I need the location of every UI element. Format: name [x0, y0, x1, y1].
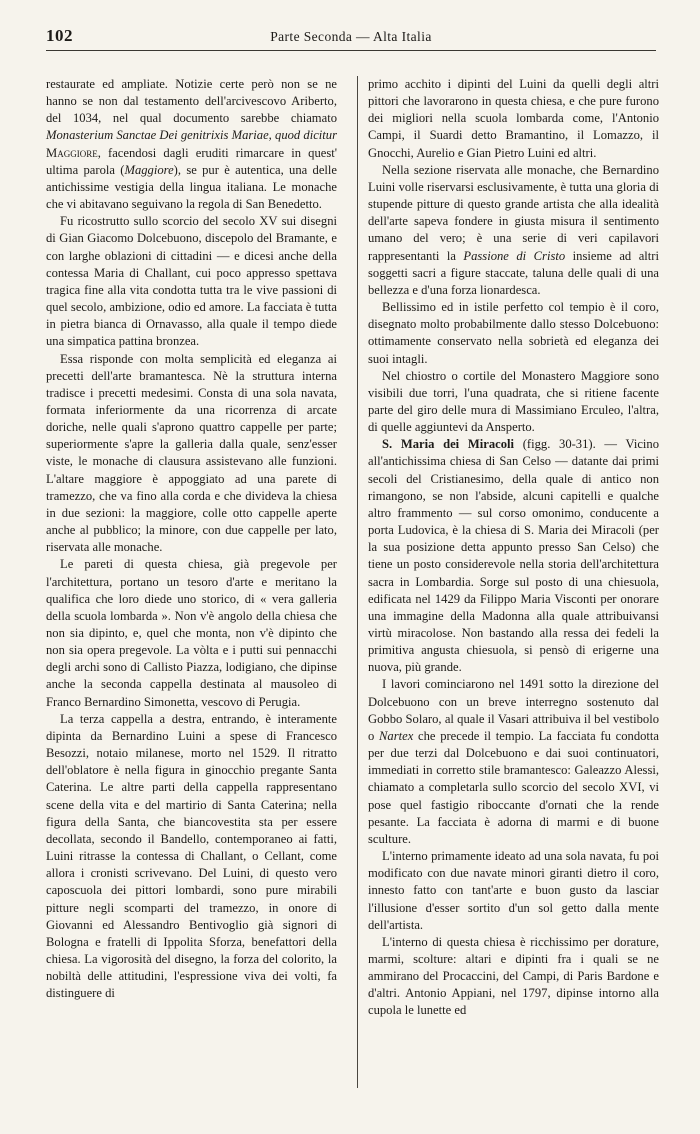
running-header — [46, 26, 656, 51]
paragraph: L'interno di questa chiesa è ricchissimo per dorature, marmi, scolture: altari e dipinti fra i quali se ne ammirano del Procaccini, del Campi, di Paris Bardone e d'altri. Antonio Appiani, nel 1797, dipinse intorno alla cupola le lunette ed — [368, 934, 659, 1018]
paragraph: Le pareti di questa chiesa, già pregevole per l'architettura, portano un tesoro d'arte e meritano la qualifica che loro diede uno storico, di « vera galleria della scuola lombarda ». Non v'è angolo della chiesa che non sia dipinto, e, quel che monta, non v'è dipinto che non sia opera pregevole. La vòlta e i putti sui pennacchi degli archi sono di Callisto Piazza, lodigiano, che dipinse anche la seconda cappella destinata al mausoleo di Franco Bernardino Simonetta, vescovo di Perugia. — [46, 557, 337, 709]
paragraph — [368, 676, 659, 848]
paragraph: Essa risponde con molta semplicità ed eleganza ai precetti dell'arte bramantesca. Nè la struttura interna tradisce i precetti medesimi. Consta di una sola navata, formata inferiormente da una ricorrenza di arcate doriche, nelle quali s'aprono quattro cappelle per parte; superiormente s'apre la galleria dalla quale, senz'esser viste, le monache di clausura assistevano alle funzioni. L'altare maggiore è appoggiato ad una parete di tramezzo, che va fino alla corda e che divideva la chiesa in due sezioni: la maggiore, colle otto cappelle aperte anche al pubblico; la minore, con due cappelle per lato, riservata alle monache. — [46, 351, 337, 555]
italic-title: Passione di Cristo — [463, 248, 566, 263]
paragraph: Bellissimo ed in istile perfetto col tempio è il coro, disegnato molto probabilmente dallo stesso Dolcebuono: ottimamente conservato nella sobrietà ed eleganza dei suoi intagli. — [368, 300, 659, 366]
paragraph: Nel chiostro o cortile del Monastero Maggiore sono visibili due torri, l'una quadrata, che si ritiene facente parte del giro delle mura di Massimiano Erculeo, l'altra, di quelle aggiuntevi da Ansperto. — [368, 368, 659, 435]
small-caps-term: Maggiore — [46, 145, 98, 160]
text-run: (figg. 30-31). — Vicino all'antichissima chiesa di San Celso — datante dai primi secoli del Cristianesimo, della quale di antico non rimangono, se non l'abside, alcuni capitelli e qualche altro frammento — sul corso omonimo, conducente a porta Ludovica, è la chiesa di S. Maria dei Miracoli (per la sua posizione detta appunto presso San Celso) che tiene un posto considerevole nella storia dell'architettura sacra in Lombardia. Sorge sul posto di una chiesuola, edificata nel 1429 da Filippo Maria Visconti per onorare una immagine della Madonna alla quale attribuivansi virtù miracolose. Non bastando alla ressa dei fedeli la primitiva angusta chiesuola, si pensò di erigerne una nuova, più grande. — [368, 437, 659, 675]
paragraph: Fu ricostrutto sullo scorcio del secolo XV sui disegni di Gian Giacomo Dolcebuono, discepolo del Bramante, e con larghe oblazioni di cittadini — e dicesi anche della contessa Maria di Challant, cui poco appresso spettava tragica fine alla vita condotta tutta tra le vive passioni di quel secolo, ambizione, odio ed amore. La facciata è tutta in pietra bianca di Ornavasso, alla quale il tempo diede una simpatica pattina bronzea. — [46, 214, 337, 349]
paragraph: L'interno primamente ideato ad una sola navata, fu poi modificato con due navate minori giranti dietro il coro, innesto fatto con tant'arte e buon gusto da lasciar l'illusione d'esser sortito d'un sol getto dalla mente dell'artista. — [368, 849, 659, 932]
paragraph: La terza cappella a destra, entrando, è interamente dipinta da Bernardino Luini a spese di Francesco Besozzi, notaio milanese, morto nel 1529. Il ritratto dell'oblatore è nella figura in ginocchio pregante Santa Caterina. Le altre parti della cappella rappresentano scene della vita e del martirio di Santa Caterina; nella figura della Santa, che biancovestita sta per essere decollata, secondo il Bandello, contemporaneo ai fatti, Luini ritrasse la contessa di Challant, o Cellant, come allora i cronisti scrivevano. Del Luini, di questo vero caposcuola dei pittori lombardi, sono pure mirabili pitture negli scomparti del tramezzo, in onore di Giovanni ed Alessandro Bentivoglio già signori di Bologna e fratelli di Ippolita Sforza, benefattori della chiesa. La vigorosità del disegno, la forza del colorito, la nobiltà delle attitudini, l'espressione viva dei volti, fa distinguere di — [46, 711, 337, 1001]
text-run: ), se pur è autentica, una delle antichissime vestigia della lingua italiana. Le monache che vi abitavano seguivano la regola di San Benedetto. — [46, 162, 338, 212]
running-title: Parte Seconda — Alta Italia — [270, 29, 432, 44]
italic-term: Nartex — [379, 728, 414, 743]
column-rule — [357, 76, 358, 1088]
text-run: insieme ad altri soggetti sacri a figure staccate, taluna delle quali di una bellezza e d'una forza lionardesca. — [368, 248, 659, 297]
paragraph — [368, 436, 659, 676]
paragraph: primo acchito i dipinti del Luini da quelli degli altri pittori che lavorarono in questa chiesa, e che pure furono dei migliori nella scuola lombarda come, l'Antonio Campi, il Suardi detto Bramantino, il Lomazzo, il Gnocchi, Aurelio e Gian Pietro Luini ed altri. — [368, 77, 659, 160]
text-run: restaurate ed ampliate. Notizie certe però non se ne hanno se non dal testamento dell'arcivescovo Ariberto, del 1034, nel qual documento sarebbe chiamato — [46, 77, 337, 126]
text-run: , facendosi dagli eruditi rimarcare in quest' ultima parola ( — [46, 145, 337, 177]
section-heading: S. Maria dei Miracoli — [382, 437, 515, 452]
text-run: che precede il tempio. La facciata fu condotta per due terzi dal Dolcebuono e dai suoi continuatori, immediati in corretto stile bramantesco: Galeazzo Alessi, chiamato a completarla sullo scorcio del secolo XVI, vi pose quel fastigio riboccante d'ornati che la rende pesante. La facciata è adorna di marmi e di buone sculture. — [368, 728, 659, 846]
text-run: I lavori cominciarono nel 1491 sotto la direzione del Dolcebuono con un breve interregno sostenuto dal Gobbo Solaro, al quale il Vasari attribuiva il bel vestibolo o — [368, 677, 659, 743]
italic-term: Maggiore — [124, 162, 174, 177]
left-text-column — [46, 76, 337, 1002]
text-run: Nella sezione riservata alle monache, che Bernardino Luini volle riservarsi esclusivamente, è tutta una gloria di stupende pitture di questo grande artista che alla idealità dell'arte sapeva fondere in giusta misura il sentimento umano del vero; è una serie di veri capilavori rappresentanti la — [368, 162, 659, 263]
right-text-column — [368, 76, 659, 1020]
paragraph — [46, 76, 337, 213]
latin-quote: Monasterium Sanctae Dei genitrixis Mariae, quod dicitur — [46, 128, 337, 143]
page-number: 102 — [46, 26, 73, 45]
paragraph — [368, 162, 659, 299]
